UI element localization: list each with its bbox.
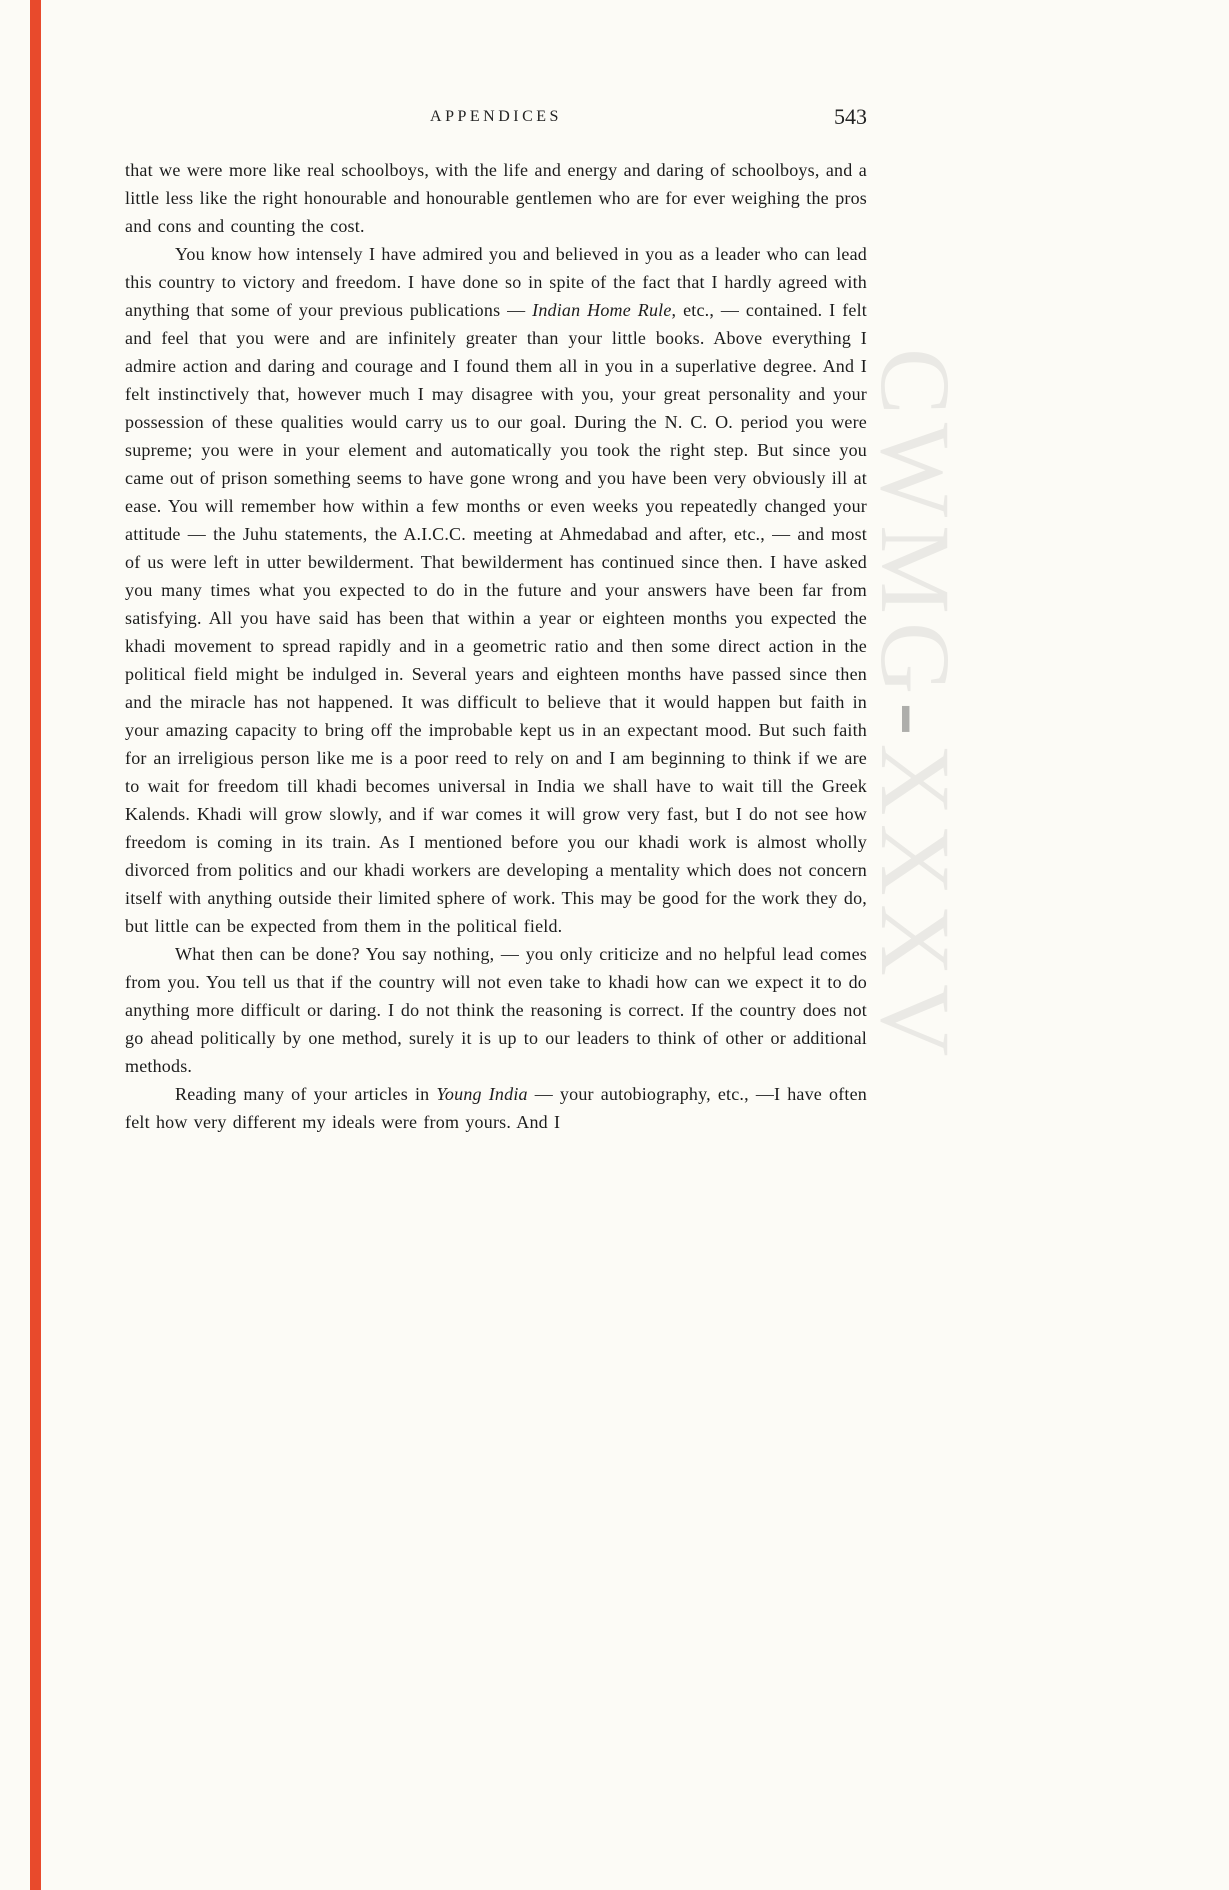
italic-run: Young India: [436, 1084, 528, 1104]
watermark-part2: XXXV: [860, 743, 971, 1065]
paragraph: [125, 1080, 867, 1136]
text-run: that we were more like real schoolboys, with the life and energy and daring of schoolboys, and a little less like the right honourable and honourable gentlemen who are for ever weighing the pros and cons and counting the cost.: [125, 160, 867, 236]
page-body: [125, 156, 867, 1136]
text-run: You know how intensely I have admired you and believed in you as a leader who can lead this country to victory and freedom. I have done so in spite of the fact that I hardly agreed with anything that some of your previous publications —: [125, 244, 867, 320]
watermark-dash: -: [860, 702, 971, 744]
text-run: Reading many of your articles in: [175, 1084, 437, 1104]
paragraph: [125, 240, 867, 940]
text-run: — your autobiography, etc., —I have often felt how very different my ideals were from yours. And I: [125, 1084, 867, 1132]
watermark-part1: CWMG: [860, 348, 971, 703]
running-head: APPENDICES: [430, 108, 562, 125]
page-header: [125, 104, 867, 140]
text-run: What then can be done? You say nothing, — you only criticize and no helpful lead comes from you. You tell us that if the country will not even take to khadi how can we expect it to do anything more difficult or daring. I do not think the reasoning is correct. If the country does not go ahead politically by one method, surely it is up to our leaders to think of other or additional methods.: [125, 944, 867, 1076]
spine-color-stripe: [30, 0, 41, 1890]
page-number: 543: [834, 104, 867, 129]
text-run: , etc., — contained. I felt and feel that you were and are infinitely greater than your little books. Above everything I admire action and daring and courage and I found them all in you in a superlative degree. And I felt instinctively that, however much I may disagree with you, your great personality and your possession of these qualities would carry us to our goal. During the N. C. O. period you were supreme; you were in your element and automatically you took the right step. But since you came out of prison something seems to have gone wrong and you have been very obviously ill at ease. You will remember how within a few months or even weeks you repeatedly changed your attitude — the Juhu statements, the A.I.C.C. meeting at Ahmedabad and after, etc., — and most of us were left in utter bewilderment. That bewilderment has continued since then. I have asked you many times what you expected to do in the future and your answers have been far from satisfying. All you have said has been that within a year or eighteen months you expected the khadi movement to spread rapidly and in a geometric ratio and then some direct action in the political field might be indulged in. Several years and eighteen months have passed since then and the miracle has not happened. It was difficult to believe that it would happen but faith in your amazing capacity to bring off the improbable kept us in an expectant mood. But such faith for an irreligious person like me is a poor reed to rely on and I am beginning to think if we are to wait for freedom till khadi becomes universal in India we shall have to wait till the Greek Kalends. Khadi will grow slowly, and if war comes it will grow very fast, but I do not see how freedom is coming in its train. As I mentioned before you our khadi work is almost wholly divorced from politics and our khadi workers are developing a mentality which does not concern itself with anything outside their limited sphere of work. This may be good for the work they do, but little can be expected from them in the political field.: [125, 300, 867, 936]
paragraph: [125, 940, 867, 1080]
italic-run: Indian Home Rule: [532, 300, 672, 320]
paragraph: [125, 156, 867, 240]
watermark-text: [858, 348, 973, 1064]
